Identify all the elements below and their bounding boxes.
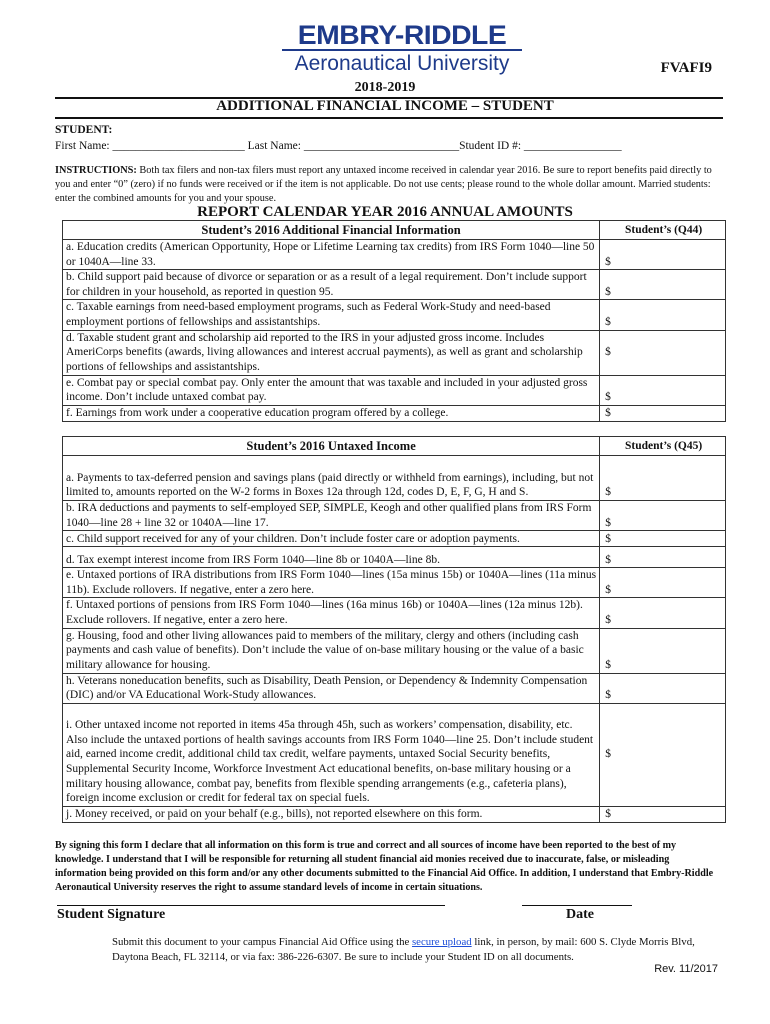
secure-upload-link[interactable]: secure upload	[411, 936, 472, 948]
section-heading: Student’s 2016 Additional Financial Information	[63, 221, 600, 240]
logo-wordmark: EMBRY-RIDDLE	[297, 20, 507, 50]
amount-field[interactable]: $	[600, 405, 726, 421]
table-row	[63, 375, 726, 405]
row-description: c. Child support received for any of your children. Don’t include foster care or adoption payments.	[63, 531, 600, 547]
row-description: a. Education credits (American Opportunity, Hope or Lifetime Learning tax credits) from IRS Form 1040—line 50 or 1040A—line 33.	[63, 240, 600, 270]
amount-field[interactable]: $	[600, 240, 726, 270]
table-row	[63, 240, 726, 270]
table-row	[63, 547, 726, 568]
student-signature-label: Student Signature	[57, 907, 166, 922]
table-row	[63, 300, 726, 330]
logo-subtitle: Aeronautical University	[282, 49, 522, 76]
table-header-row	[63, 437, 726, 456]
table-row	[63, 628, 726, 673]
row-description: a. Payments to tax-deferred pension and savings plans (paid directly or withheld from earnings), including, but not limited to, amounts reported on the W-2 forms in Boxes 12a through 12d, codes D, E, F, G, H and S.	[63, 456, 600, 501]
date-line[interactable]	[522, 905, 632, 906]
amount-field[interactable]: $	[600, 806, 726, 822]
row-description: d. Taxable student grant and scholarship aid reported to the IRS in your adjusted gross income. Includes AmeriCorps benefits (awards, living allowances and interest accrual payments), as well as grant and scholarship portions of fellowships and assistantships.	[63, 330, 600, 375]
table-row	[63, 703, 726, 806]
table-row	[63, 456, 726, 501]
amount-field[interactable]: $	[600, 628, 726, 673]
row-description: f. Earnings from work under a cooperative education program offered by a college.	[63, 405, 600, 421]
amount-field[interactable]: $	[600, 673, 726, 703]
column-heading: Student’s (Q44)	[600, 221, 726, 240]
table-row	[63, 806, 726, 822]
submit-text-after: link, in person, by mail: 600 S. Clyde Morris Blvd, Daytona Beach, FL 32114, or via fax: 386-226-6307. Be sure to include your Student ID on all documents.	[112, 936, 695, 963]
table-row	[63, 598, 726, 628]
row-description: f. Untaxed portions of pensions from IRS Form 1040—lines (16a minus 16b) or 1040A—lines (12a minus 12b). Exclude rollovers. If negative, enter a zero here.	[63, 598, 600, 628]
instructions-text: Both tax filers and non-tax filers must report any untaxed income received in calendar year 2016. Be sure to report benefits paid directly to you and enter “0” (zero) if no funds were received or if the item is not applicable. Do not use cents; please round to the whole dollar amount. Married students: enter the combined amounts for you and your spouse.	[55, 165, 712, 204]
amount-field[interactable]: $	[600, 501, 726, 531]
date-label: Date	[566, 907, 594, 922]
amount-field[interactable]: $	[600, 375, 726, 405]
column-heading: Student’s (Q45)	[600, 437, 726, 456]
university-logo	[282, 21, 522, 76]
additional-financial-info-table	[62, 220, 726, 422]
row-description: g. Housing, food and other living allowances paid to members of the military, clergy and others (including cash payments and cash value of benefits). Don’t include the value of on-base military housing or the value of a basic military allowance for housing.	[63, 628, 600, 673]
amount-field[interactable]: $	[600, 703, 726, 806]
award-year: 2018-2019	[354, 80, 416, 95]
amount-field[interactable]: $	[600, 531, 726, 547]
row-description: d. Tax exempt interest income from IRS Form 1040—line 8b or 1040A—line 8b.	[63, 547, 600, 568]
amount-field[interactable]: $	[600, 456, 726, 501]
form-title: ADDITIONAL FINANCIAL INCOME – STUDENT	[216, 98, 554, 114]
row-description: h. Veterans noneducation benefits, such as Disability, Death Pension, or Dependency & Indemnity Compensation (DIC) and/or VA Educational Work-Study allowances.	[63, 673, 600, 703]
table-row	[63, 531, 726, 547]
form-code: FVAFI9	[660, 60, 712, 76]
table-row	[63, 501, 726, 531]
instructions-label: INSTRUCTIONS:	[55, 165, 137, 176]
student-info	[55, 122, 723, 154]
row-description: c. Taxable earnings from need-based employment programs, such as Federal Work-Study and need-based employment portions of fellowships and assistantships.	[63, 300, 600, 330]
section-heading: Student’s 2016 Untaxed Income	[63, 437, 600, 456]
signature-line[interactable]	[57, 905, 445, 906]
table-header-row	[63, 221, 726, 240]
row-description: i. Other untaxed income not reported in items 45a through 45h, such as workers’ compensation, disability, etc. Also include the untaxed portions of health savings accounts from IRS Form 1040—line 25. Don’t include student aid, earned income credit, additional child tax credit, welfare payments, untaxed Social Security benefits, Supplemental Security Income, Workforce Investment Act educational benefits, on-base military housing or a military housing allowance, combat pay, benefits from flexible spending arrangements (e.g., cafeteria plans), foreign income exclusion or credit for federal tax on special fuels.	[63, 703, 600, 806]
table-row	[63, 568, 726, 598]
table-row	[63, 405, 726, 421]
revision-date: Rev. 11/2017	[654, 963, 718, 975]
student-label: STUDENT:	[55, 124, 113, 136]
report-heading: REPORT CALENDAR YEAR 2016 ANNUAL AMOUNTS	[197, 204, 573, 220]
row-description: j. Money received, or paid on your behalf (e.g., bills), not reported elsewhere on this form.	[63, 806, 600, 822]
instructions	[55, 164, 723, 205]
amount-field[interactable]: $	[600, 598, 726, 628]
amount-field[interactable]: $	[600, 568, 726, 598]
table-row	[63, 270, 726, 300]
student-name-id-fields[interactable]: First Name: _______________________ Last Name: ___________________________Student ID #: _________________	[55, 140, 622, 152]
amount-field[interactable]: $	[600, 330, 726, 375]
untaxed-income-table	[62, 436, 726, 823]
amount-field[interactable]: $	[600, 270, 726, 300]
row-description: b. Child support paid because of divorce or separation or as a result of a legal requirement. Don’t include support for children in your household, as reported in question 95.	[63, 270, 600, 300]
declaration-text: By signing this form I declare that all information on this form is true and correct and all sources of income have been reported to the best of my knowledge. I understand that I will be responsible for returning all student financial aid monies received due to inaccurate, false, or misleading information being provided on this form and/or any other documents submitted to the Financial Aid Office. In addition, I understand that Embry-Riddle Aeronautical University reserves the right to assume standard levels of income in certain situations.	[55, 840, 714, 893]
table-row	[63, 330, 726, 375]
row-description: e. Untaxed portions of IRA distributions from IRS Form 1040—lines (15a minus 15b) or 1040A—lines (11a minus 11b). Exclude rollovers. If negative, enter a zero here.	[63, 568, 600, 598]
title-rule-bottom	[55, 117, 723, 119]
amount-field[interactable]: $	[600, 547, 726, 568]
submission-instructions	[112, 935, 712, 965]
submit-text-before: Submit this document to your campus Financial Aid Office using the	[112, 936, 412, 948]
amount-field[interactable]: $	[600, 300, 726, 330]
table-row	[63, 673, 726, 703]
row-description: e. Combat pay or special combat pay. Only enter the amount that was taxable and included in your adjusted gross income. Don’t include untaxed combat pay.	[63, 375, 600, 405]
row-description: b. IRA deductions and payments to self-employed SEP, SIMPLE, Keogh and other qualified plans from IRS Form 1040—line 28 + line 32 or 1040A—line 17.	[63, 501, 600, 531]
